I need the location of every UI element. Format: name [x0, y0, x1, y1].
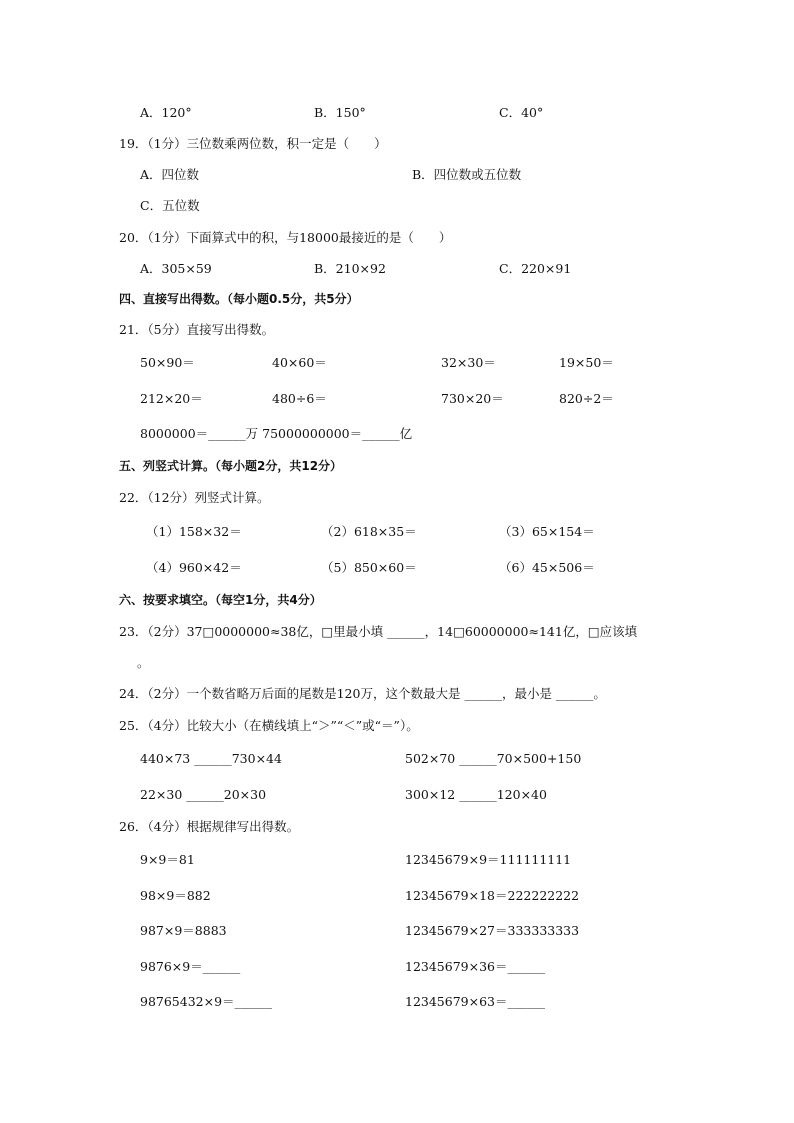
q26-right-item: 12345679×9＝111111111 [405, 852, 572, 867]
q20-option-c: C．220×91 [499, 261, 572, 276]
q21-stem: 21．（5分）直接写出得数。 [119, 322, 275, 337]
q21-conversion-line: 8000000＝______万 75000000000＝______亿 [140, 426, 413, 441]
q23-line2: 。 [137, 655, 150, 670]
q26-left-item: 98765432×9＝______ [140, 994, 273, 1009]
q22-item: （5）850×60＝ [321, 560, 417, 575]
q20-option-a: A．305×59 [140, 261, 212, 276]
q20-stem: 20．（1分）下面算式中的积，与18000最接近的是（ ） [119, 230, 452, 245]
q20-option-b: B．210×92 [314, 261, 386, 276]
q25-item: 440×73 ______730×44 [140, 751, 282, 766]
q21-item: 730×20＝ [441, 391, 504, 406]
q19-option-c: C．五位数 [140, 198, 200, 213]
q22-item: （2）618×35＝ [321, 524, 417, 539]
q18-option-b: B．150° [314, 105, 366, 120]
q26-left-item: 9×9＝81 [140, 852, 195, 867]
q26-right-item: 12345679×36＝______ [405, 959, 546, 974]
section-4-title: 四、直接写出得数。（每小题0.5分，共5分） [119, 292, 359, 306]
q19-stem: 19．（1分）三位数乘两位数，积一定是（ ） [119, 136, 387, 151]
q22-item: （4）960×42＝ [146, 560, 242, 575]
section-5-title: 五、列竖式计算。（每小题2分，共12分） [119, 459, 343, 473]
q18-option-c: C．40° [499, 105, 544, 120]
q26-left-item: 9876×9＝______ [140, 959, 241, 974]
q21-item: 820÷2＝ [559, 391, 614, 406]
q25-item: 502×70 ______70×500+150 [405, 751, 582, 766]
section-6-title: 六、按要求填空。（每空1分，共4分） [119, 593, 322, 607]
q24-stem: 24．（2分）一个数省略万后面的尾数是120万，这个数最大是 ______，最小是 ______。 [119, 686, 606, 701]
q18-option-a: A．120° [140, 105, 192, 120]
q21-item: 50×90＝ [140, 355, 195, 370]
q19-option-b: B．四位数或五位数 [412, 167, 522, 182]
q25-item: 22×30 ______20×30 [140, 787, 267, 802]
q21-item: 480÷6＝ [272, 391, 327, 406]
q21-item: 32×30＝ [441, 355, 496, 370]
q26-stem: 26．（4分）根据规律写出得数。 [119, 819, 300, 834]
q23-line1: 23．（2分）37□0000000≈38亿，□里最小填 ______，14□60000000≈141亿，□应该填 [119, 624, 638, 639]
q21-item: 19×50＝ [559, 355, 614, 370]
q19-option-a: A．四位数 [140, 167, 200, 182]
q25-item: 300×12 ______120×40 [405, 787, 547, 802]
q22-item: （1）158×32＝ [146, 524, 242, 539]
q26-right-item: 12345679×18＝222222222 [405, 888, 580, 903]
q22-item: （6）45×506＝ [499, 560, 595, 575]
q26-left-item: 98×9＝882 [140, 888, 211, 903]
q26-right-item: 12345679×63＝______ [405, 994, 546, 1009]
q21-item: 212×20＝ [140, 391, 203, 406]
q21-item: 40×60＝ [272, 355, 327, 370]
q22-item: （3）65×154＝ [499, 524, 595, 539]
q26-left-item: 987×9＝8883 [140, 923, 227, 938]
q26-right-item: 12345679×27＝333333333 [405, 923, 580, 938]
q25-stem: 25．（4分）比较大小（在横线填上“＞”“＜”或“＝”）。 [119, 718, 419, 733]
q22-stem: 22．（12分）列竖式计算。 [119, 490, 270, 505]
